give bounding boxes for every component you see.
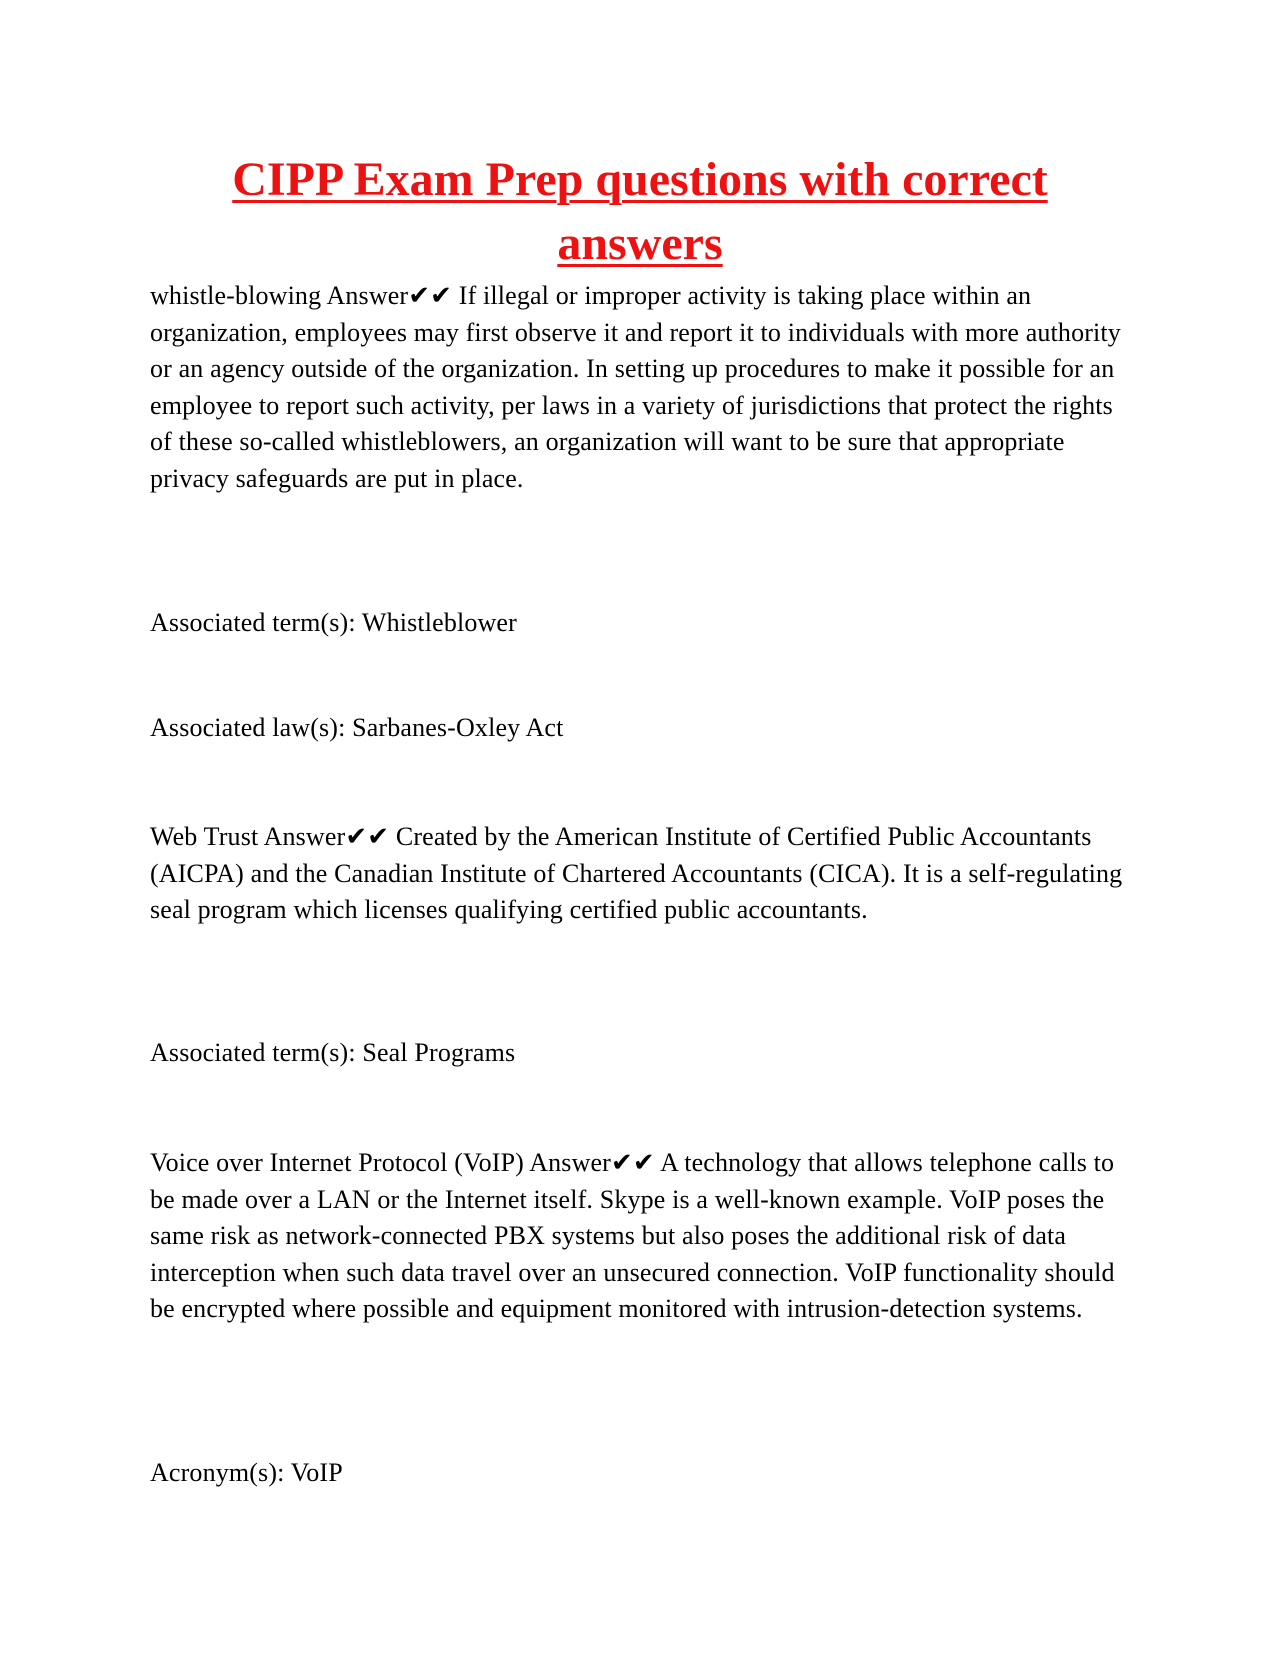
answer-marker: Answer✔✔ — [263, 822, 390, 851]
acronyms: Acronym(s): VoIP — [150, 1458, 343, 1487]
entry-term: Web Trust — [150, 822, 259, 851]
associated-terms: Associated term(s): Seal Programs — [150, 1038, 516, 1067]
entry-whistle-blowing — [150, 278, 1135, 497]
entry-answer: A technology that allows telephone calls to be made over a LAN or the Internet itself. Skype is a well-known example. VoIP poses the same risk as network-connected PBX systems but also poses the additional risk of data interception when such data travel over an unsecured connection. VoIP functionality should be encrypted where possible and equipment monitored with intrusion-detection systems. — [150, 1148, 1115, 1323]
associated-laws: Associated law(s): Sarbanes-Oxley Act — [150, 713, 564, 742]
associated-terms: Associated term(s): Whistleblower — [150, 608, 517, 637]
entry-answer: Created by the American Institute of Certified Public Accountants (AICPA) and the Canadian Institute of Chartered Accountants (CICA). It is a self-regulating seal program which licenses qualifying certified public accountants. — [150, 822, 1123, 924]
answer-marker: Answer✔✔ — [529, 1148, 655, 1177]
entry-term: Voice over Internet Protocol (VoIP) — [150, 1148, 524, 1177]
answer-marker: Answer✔✔ — [326, 281, 453, 310]
entry-term: whistle-blowing — [150, 281, 322, 310]
document-title: CIPP Exam Prep questions with correct answers — [232, 153, 1048, 270]
entry-web-trust — [150, 819, 1135, 929]
entry-voip — [150, 1145, 1135, 1328]
entry-answer: If illegal or improper activity is taking place within an organization, employees may first observe it and report it to individuals with more authority or an agency outside of the organization. In setting up procedures to make it possible for an employee to report such activity, per laws in a variety of jurisdictions that protect the rights of these so-called whistleblowers, an organization will want to be sure that appropriate privacy safeguards are put in place. — [150, 281, 1121, 493]
